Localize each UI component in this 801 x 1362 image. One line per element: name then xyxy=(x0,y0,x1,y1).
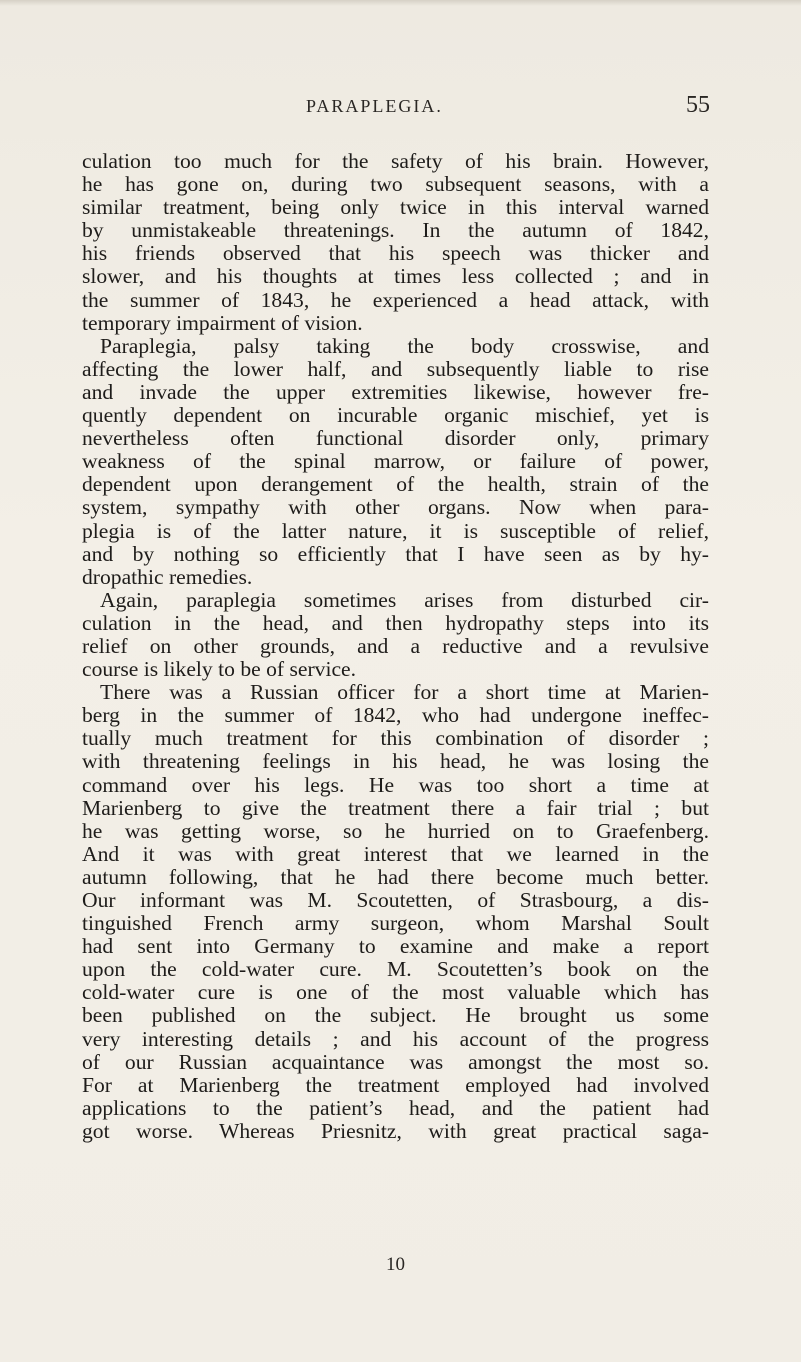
text-line: culation in the head, and then hydropathy steps into its xyxy=(82,610,709,635)
text-line: temporary impairment of vision. xyxy=(82,310,363,335)
text-line: weakness of the spinal marrow, or failure of power, xyxy=(82,449,709,474)
text-line: dropathic remedies. xyxy=(82,564,253,589)
running-header xyxy=(0,92,801,122)
text-line: Marienberg to give the treatment there a fair trial ; but xyxy=(82,795,709,820)
text-line: plegia is of the latter nature, it is susceptible of relief, xyxy=(82,518,709,543)
text-line: got worse. Whereas Priesnitz, with great practical saga- xyxy=(82,1118,709,1143)
paragraph-start-line: Again, paraplegia sometimes arises from disturbed cir- xyxy=(100,587,709,612)
page-top-edge xyxy=(0,0,801,6)
paragraph-start-line: Paraplegia, palsy taking the body crosswise, and xyxy=(100,333,709,358)
text-line: For at Marienberg the treatment employed had involved xyxy=(82,1072,709,1097)
text-line: quently dependent on incurable organic mischief, yet is xyxy=(82,403,709,428)
text-line: been published on the subject. He brought us some xyxy=(82,1003,709,1028)
text-line: course is likely to be of service. xyxy=(82,657,357,682)
text-line: tually much treatment for this combination of disorder ; xyxy=(82,726,709,751)
text-line: slower, and his thoughts at times less collected ; and in xyxy=(82,264,709,289)
text-line: culation too much for the safety of his brain. However, xyxy=(82,149,709,173)
text-line: berg in the summer of 1842, who had undergone ineffec- xyxy=(82,703,709,728)
running-title: PARAPLEGIA. xyxy=(306,96,443,116)
text-line: had sent into Germany to examine and make a report xyxy=(82,934,709,959)
text-line: nevertheless often functional disorder only, primary xyxy=(82,426,709,451)
text-line: he has gone on, during two subsequent seasons, with a xyxy=(82,172,709,197)
text-line: relief on other grounds, and a reductive and a revulsive xyxy=(82,633,709,658)
text-line: very interesting details ; and his account of the progress xyxy=(82,1026,709,1051)
text-line: and by nothing so efficiently that I have seen as by hy- xyxy=(82,541,709,566)
paragraph-start-line: There was a Russian officer for a short time at Marien- xyxy=(100,680,709,705)
text-line: autumn following, that he had there become much better. xyxy=(82,864,709,889)
text-line: similar treatment, being only twice in this interval warned xyxy=(82,195,709,220)
text-line: Our informant was M. Scoutetten, of Strasbourg, a dis- xyxy=(82,888,709,912)
text-line: command over his legs. He was too short a time at xyxy=(82,772,709,797)
text-line: with threatening feelings in his head, he was losing the xyxy=(82,749,709,774)
text-line: upon the cold-water cure. M. Scoutetten’s book on the xyxy=(82,957,709,982)
text-line: dependent upon derangement of the health, strain of the xyxy=(82,472,709,497)
text-line: applications to the patient’s head, and the patient had xyxy=(82,1095,709,1120)
page-number: 55 xyxy=(686,92,710,118)
text-line: he was getting worse, so he hurried on to Graefenberg. xyxy=(82,818,709,843)
text-line: of our Russian acquaintance was amongst the most so. xyxy=(82,1049,709,1074)
body-text xyxy=(82,150,709,1143)
text-line: And it was with great interest that we learned in the xyxy=(82,841,709,866)
text-line: the summer of 1843, he experienced a head attack, with xyxy=(82,287,709,312)
text-line: his friends observed that his speech was thicker and xyxy=(82,241,709,266)
signature-mark: 10 xyxy=(386,1254,405,1275)
text-line: system, sympathy with other organs. Now when para- xyxy=(82,495,709,520)
text-line: and invade the upper extremities likewise, however fre- xyxy=(82,379,709,404)
text-line: cold-water cure is one of the most valuable which has xyxy=(82,980,709,1005)
text-line: affecting the lower half, and subsequently liable to rise xyxy=(82,356,709,381)
text-line: by unmistakeable threatenings. In the autumn of 1842, xyxy=(82,218,709,243)
text-line: tinguished French army surgeon, whom Marshal Soult xyxy=(82,911,709,936)
